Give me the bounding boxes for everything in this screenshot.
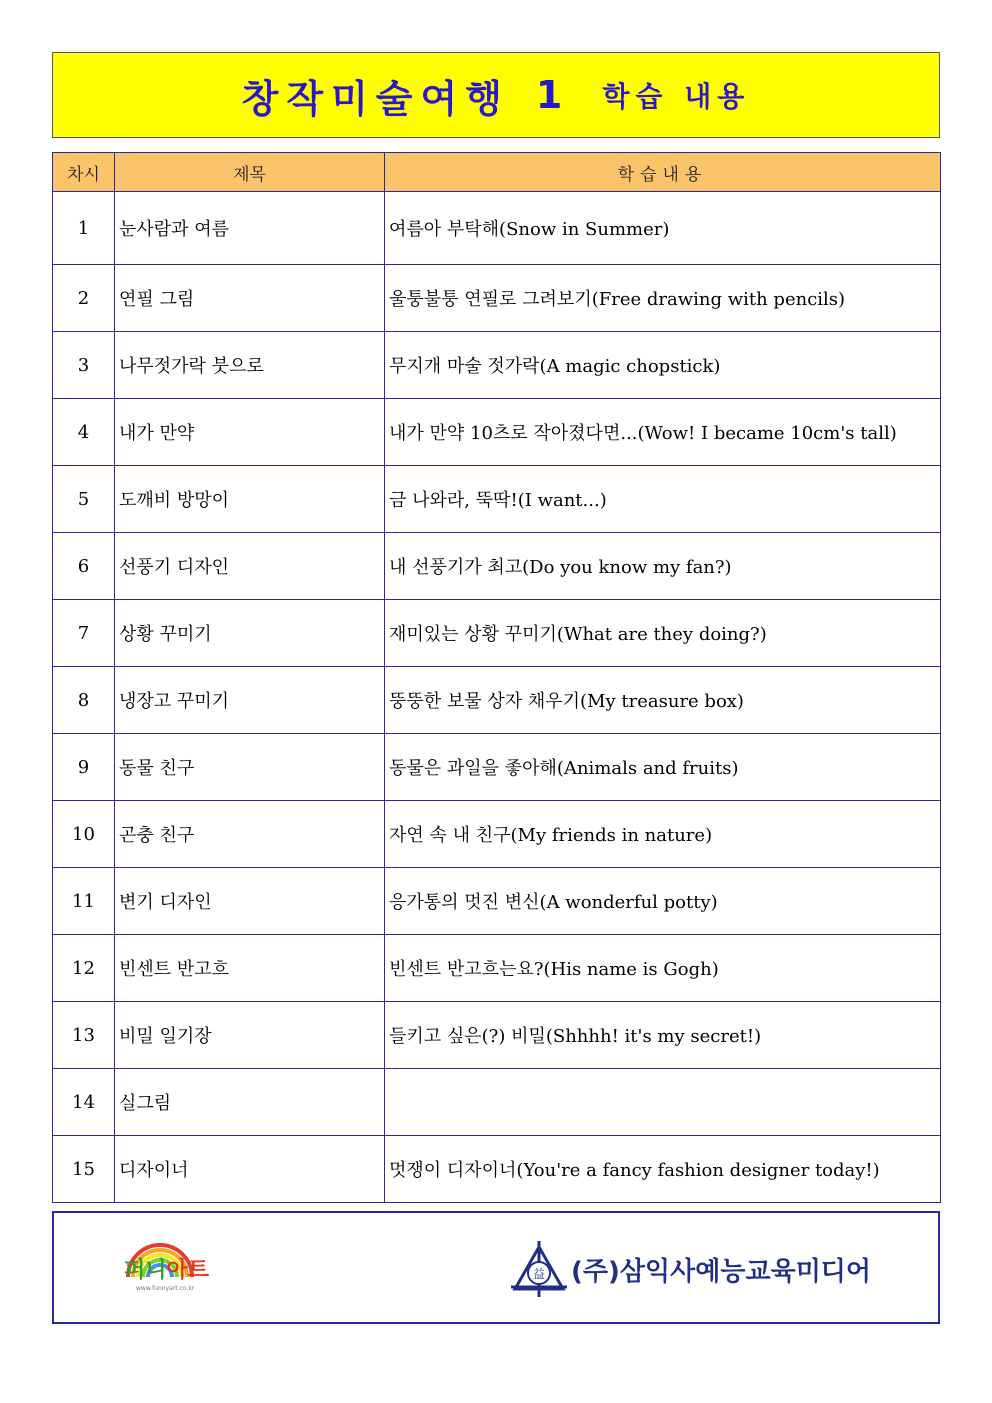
document-subtitle: 학습 내용 <box>602 80 751 113</box>
lesson-title: 연필 그림 <box>115 265 385 332</box>
session-number: 2 <box>53 265 115 332</box>
lesson-content: 뚱뚱한 보물 상자 채우기(My treasure box) <box>385 667 941 734</box>
table-row <box>53 734 941 801</box>
lesson-title: 상황 꾸미기 <box>115 600 385 667</box>
session-number: 15 <box>53 1136 115 1203</box>
table-row <box>53 533 941 600</box>
table-row <box>53 332 941 399</box>
table-row <box>53 801 941 868</box>
session-number: 6 <box>53 533 115 600</box>
document-title-number: 1 <box>535 73 563 117</box>
lesson-content: 빈센트 반고흐는요?(His name is Gogh) <box>385 935 941 1002</box>
lesson-title: 빈센트 반고흐 <box>115 935 385 1002</box>
session-number: 5 <box>53 466 115 533</box>
samik-emblem-icon <box>509 1239 569 1299</box>
table-row <box>53 399 941 466</box>
lesson-title: 디자이너 <box>115 1136 385 1203</box>
session-number: 10 <box>53 801 115 868</box>
table-row <box>53 192 941 265</box>
table-row <box>53 667 941 734</box>
lesson-content: 내가 만약 10츠로 작아졌다면...(Wow! I became 10cm's tall) <box>385 399 941 466</box>
session-number: 7 <box>53 600 115 667</box>
lesson-title: 냉장고 꾸미기 <box>115 667 385 734</box>
company-name: (주)삼익사예능교육미디어 <box>571 1257 872 1287</box>
header-title: 제목 <box>115 153 385 192</box>
lesson-title: 내가 만약 <box>115 399 385 466</box>
lesson-title: 곤충 친구 <box>115 801 385 868</box>
lesson-content <box>385 1069 941 1136</box>
header-session: 차시 <box>53 153 115 192</box>
lesson-title: 동물 친구 <box>115 734 385 801</box>
session-number: 4 <box>53 399 115 466</box>
table-row <box>53 1002 941 1069</box>
title-banner <box>52 52 940 138</box>
lesson-content: 멋쟁이 디자이너(You're a fancy fashion designer today!) <box>385 1136 941 1203</box>
lesson-content: 여름아 부탁해(Snow in Summer) <box>385 192 941 265</box>
lesson-content: 응가통의 멋진 변신(A wonderful potty) <box>385 868 941 935</box>
lesson-content: 재미있는 상황 꾸미기(What are they doing?) <box>385 600 941 667</box>
logo-text-funny: 퍼니 <box>124 1258 167 1283</box>
table-row <box>53 1069 941 1136</box>
logo-text-art: 아트 <box>166 1258 210 1283</box>
footer-logos <box>52 1211 940 1324</box>
table-row <box>53 466 941 533</box>
lesson-title: 비밀 일기장 <box>115 1002 385 1069</box>
table-row <box>53 265 941 332</box>
lesson-table <box>52 152 941 1203</box>
session-number: 1 <box>53 192 115 265</box>
session-number: 13 <box>53 1002 115 1069</box>
document-title: 창작미술여행 <box>241 76 510 121</box>
lesson-title: 선풍기 디자인 <box>115 533 385 600</box>
emblem-glyph: 益 <box>532 1267 546 1281</box>
lesson-content: 동물은 과일을 좋아해(Animals and fruits) <box>385 734 941 801</box>
lesson-title: 눈사람과 여름 <box>115 192 385 265</box>
logo-url: www.funnyart.co.kr <box>136 1285 195 1292</box>
lesson-content: 들키고 싶은(?) 비밀(Shhhh! it's my secret!) <box>385 1002 941 1069</box>
lesson-content: 울퉁불퉁 연필로 그려보기(Free drawing with pencils) <box>385 265 941 332</box>
table-row <box>53 1136 941 1203</box>
table-header-row <box>53 153 941 192</box>
lesson-content: 금 나와라, 뚝딱!(I want...) <box>385 466 941 533</box>
lesson-title: 도깨비 방망이 <box>115 466 385 533</box>
session-number: 9 <box>53 734 115 801</box>
lesson-title: 변기 디자인 <box>115 868 385 935</box>
funnyart-logo <box>124 1237 254 1303</box>
table-row <box>53 600 941 667</box>
session-number: 8 <box>53 667 115 734</box>
table-row <box>53 868 941 935</box>
samik-logo <box>509 1239 889 1299</box>
lesson-title: 나무젓가락 붓으로 <box>115 332 385 399</box>
table-row <box>53 935 941 1002</box>
lesson-title: 실그림 <box>115 1069 385 1136</box>
session-number: 3 <box>53 332 115 399</box>
session-number: 11 <box>53 868 115 935</box>
lesson-content: 자연 속 내 친구(My friends in nature) <box>385 801 941 868</box>
session-number: 14 <box>53 1069 115 1136</box>
lesson-content: 내 선풍기가 최고(Do you know my fan?) <box>385 533 941 600</box>
header-content: 학습내용 <box>385 153 941 192</box>
lesson-content: 무지개 마술 젓가락(A magic chopstick) <box>385 332 941 399</box>
session-number: 12 <box>53 935 115 1002</box>
